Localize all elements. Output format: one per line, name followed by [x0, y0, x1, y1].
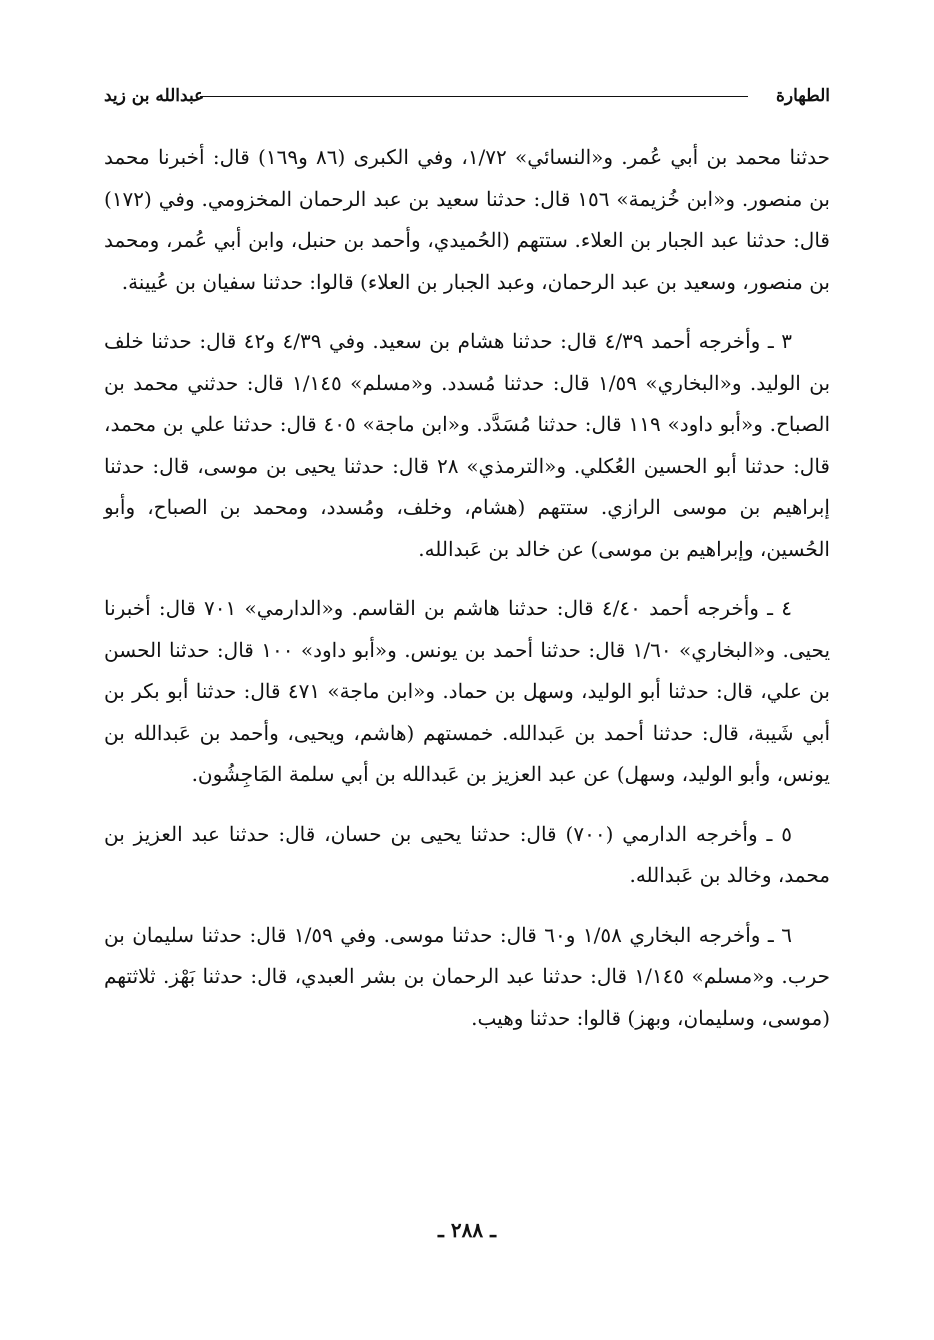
running-header: [104, 84, 830, 110]
paragraph-4: ٤ ـ وأخرجه أحمد ٤/٤٠ قال: حدثنا هاشم بن القاسم. و«الدارمي» ٧٠١ قال: أخبرنا يحيى. و«البخاري» ١/٦٠ قال: حدثنا أحمد بن يونس. و«أبو داود» ١٠٠ قال: حدثنا الحسن بن علي، قال: حدثنا أبو الوليد، وسهل بن حماد. و«ابن ماجة» ٤٧١ قال: حدثنا أبو بكر بن أبي شَيبة، قال: حدثنا أحمد بن عَبدالله. خمستهم (هاشم، ويحيى، وأحمد بن عَبدالله بن يونس، وأبو الوليد، وسهل) عن عبد العزيز بن عَبدالله بن أبي سلمة المَاجِشُون.: [104, 596, 831, 786]
page-body: [104, 137, 830, 1057]
paragraph-5: ٥ ـ وأخرجه الدارمي (٧٠٠) قال: حدثنا يحيى بن حسان، قال: حدثنا عبد العزيز بن محمد، وخالد بن عَبدالله.: [104, 821, 830, 887]
header-rule: [200, 96, 748, 97]
header-section-title: الطهارة: [776, 86, 830, 106]
paragraph-continuation: حدثنا محمد بن أبي عُمر. و«النسائي» ١/٧٢، وفي الكبرى (٨٦ و١٦٩) قال: أخبرنا محمد بن منصور. و«ابن خُزيمة» ١٥٦ قال: حدثنا سعيد بن عبد الرحمان المخزومي. وفي (١٧٢) قال: حدثنا عبد الجبار بن العلاء. ستتهم (الحُميدي، وأحمد بن حنبل، وابن أبي عُمر، ومحمد بن منصور، وسعيد بن عبد الرحمان، وعبد الجبار بن العلاء) قالوا: حدثنا سفيان بن عُيينة.: [104, 145, 831, 294]
paragraph-3: ٣ ـ وأخرجه أحمد ٤/٣٩ قال: حدثنا هشام بن سعيد. وفي ٤/٣٩ و٤٢ قال: حدثنا خلف بن الوليد. و«البخاري» ١/٥٩ قال: حدثنا مُسدد. و«مسلم» ١/١٤٥ قال: حدثني محمد بن الصباح. و«أبو داود» ١١٩ قال: حدثنا مُسَدَّد. و«ابن ماجة» ٤٠٥ قال: حدثنا علي بن محمد، قال: حدثنا أبو الحسين العُكلي. و«الترمذي» ٢٨ قال: حدثنا يحيى بن موسى، قال: حدثنا إبراهيم بن موسى الرازي. ستتهم (هشام، وخلف، ومُسدد، ومحمد بن الصباح، وأبو الحُسين، وإبراهيم بن موسى) عن خالد بن عَبدالله.: [104, 329, 831, 561]
header-author: عبدالله بن زيد: [104, 86, 205, 106]
paragraph-6: ٦ ـ وأخرجه البخاري ١/٥٨ و٦٠ قال: حدثنا موسى. وفي ١/٥٩ قال: حدثنا سليمان بن حرب. و«مسلم» ١/١٤٥ قال: حدثنا عبد الرحمان بن بشر العبدي، قال: حدثنا بَهْز. ثلاثتهم (موسى، وسليمان، وبهز) قالوا: حدثنا وهيب.: [104, 922, 830, 1030]
page-number: ـ ٢٨٨ ـ: [438, 1218, 496, 1242]
